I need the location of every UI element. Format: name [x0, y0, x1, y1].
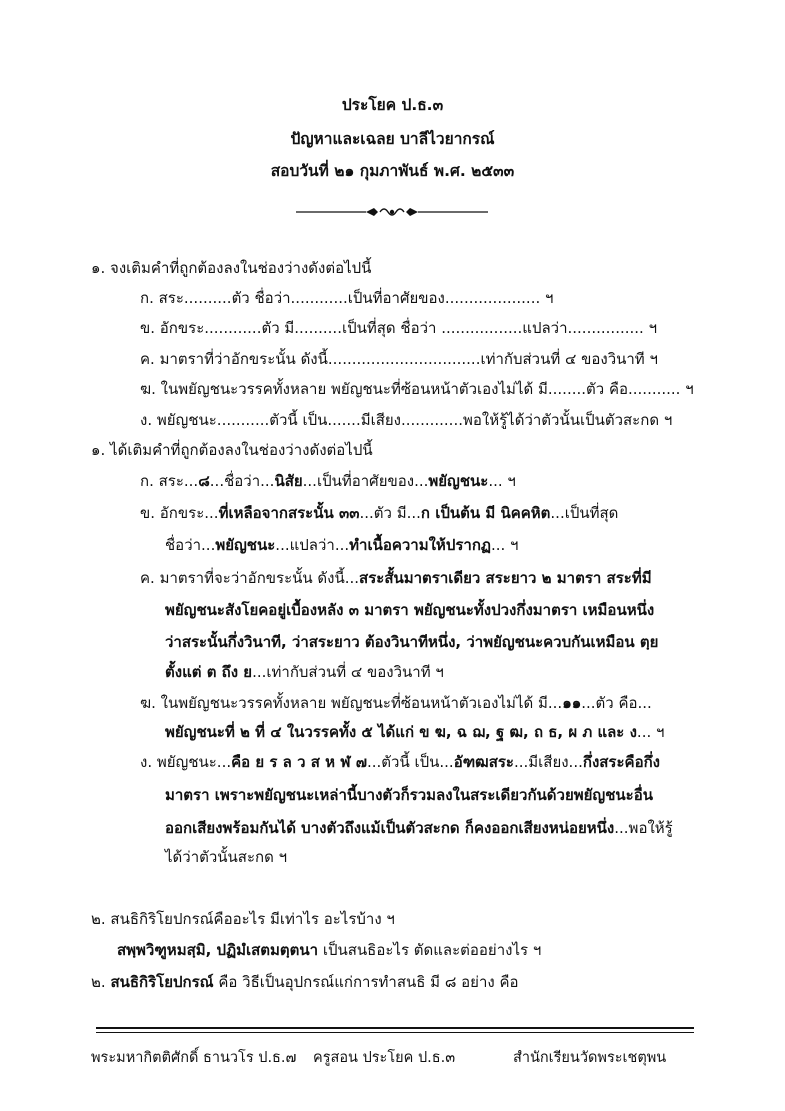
answer-1-title: ๑. ได้เติมคำที่ถูกต้องลงในช่องว่างดังต่อไปนี้: [91, 441, 373, 459]
question-2-line2: สพฺพวิฑูหมสฺมิ, ปฏิมํเสตมตฺตนา เป็นสนธิอะไร ตัดและต่ออย่างไร ฯ: [117, 941, 542, 959]
answer-1-item-c-line3: ว่าสระนั้นกึ่งวินาที, ว่าสระยาว ต้องวินาทีหนึ่ง, ว่าพยัญชนะควบกันเหมือน ตฺย: [165, 633, 659, 651]
answer-1-item-c-line1: ค. มาตราที่จะว่าอักขระนั้น ดังนี้...สระสั้นมาตราเดียว สระยาว ๒ มาตรา สระที่มี: [140, 569, 652, 587]
footer-rule-thin: [96, 1032, 694, 1033]
answer-1-item-e-line3: ออกเสียงพร้อมกันได้ บางตัวถึงแม้เป็นตัวสะกด ก็คงออกเสียงหน่อยหนึ่ง...พอให้รู้: [165, 819, 673, 837]
question-1-item-e: ง. พยัญชนะ...........ตัวนี้ เป็น.......มีเสียง.............พอให้รู้ได้ว่าตัวนั้นเป็นตัวสะกด ฯ: [140, 411, 673, 429]
question-1-item-b: ข. อักขระ............ตัว มี..........เป็นที่สุด ชื่อว่า .................แปลว่า................ ฯ: [140, 319, 657, 337]
answer-1-item-d-line1: ฆ. ในพยัญชนะวรรคทั้งหลาย พยัญชนะที่ซ้อนหน้าตัวเองไม่ได้ มี...๑๑...ตัว คือ...: [140, 694, 652, 712]
answer-1-item-d-line2: พยัญชนะที่ ๒ ที่ ๔ ในวรรคทั้ง ๕ ได้แก่ ข ฆ, ฉ ฌ, ฐ ฒ, ถ ธ, ผ ภ และ ง... ฯ: [165, 723, 665, 741]
question-1-item-c: ค. มาตราที่ว่าอักขระนั้น ดังนี้................................เท่ากับส่วนที่ ๔ ของวินาที ฯ: [140, 350, 658, 368]
answer-1-item-e-line2: มาตรา เพราะพยัญชนะเหล่านี้บางตัวก็รวมลงในสระเดียวกันด้วยพยัญชนะอื่น: [165, 786, 653, 804]
answer-1-item-b-line2: ชื่อว่า...พยัญชนะ...แปลว่า...ทำเนื้อความให้ปรากฏ... ฯ: [165, 536, 519, 554]
footer-school: สำนักเรียนวัดพระเชตุพน: [513, 1050, 667, 1066]
question-1-item-a: ก. สระ..........ตัว ชื่อว่า............เป็นที่อาศัยของ.................... ฯ: [140, 289, 554, 307]
answer-2-title: ๒. สนธิกิริโยปกรณ์ คือ วิธีเป็นอุปกรณ์แก่การทำสนธิ มี ๘ อย่าง คือ: [91, 973, 519, 991]
answer-1-item-e-line4: ได้ว่าตัวนั้นสะกด ฯ: [165, 848, 288, 866]
answer-1-item-b-line1: ข. อักขระ...ที่เหลือจากสระนั้น ๓๓...ตัว มี...ก เป็นต้น มี นิคคหิต...เป็นที่สุด: [140, 504, 619, 522]
footer-rule-thick: [96, 1027, 694, 1029]
answer-1-item-c-line2: พยัญชนะสังโยคอยู่เบื้องหลัง ๓ มาตรา พยัญชนะทั้งปวงกึ่งมาตรา เหมือนหนึ่ง: [165, 601, 655, 619]
ornament-divider: [296, 204, 488, 220]
answer-1-item-c-line4: ตั้งแต่ ต ถึง ย...เท่ากับส่วนที่ ๔ ของวินาที ฯ: [165, 663, 444, 681]
header-title: ประโยค ป.ธ.๓: [341, 96, 444, 114]
question-2-title: ๒. สนธิกิริโยปกรณ์คืออะไร มีเท่าไร อะไรบ้าง ฯ: [91, 910, 395, 928]
question-1-item-d: ฆ. ในพยัญชนะวรรคทั้งหลาย พยัญชนะที่ซ้อนหน้าตัวเองไม่ได้ มี........ตัว คือ........... ฯ: [140, 380, 694, 398]
header-exam-date: สอบวันที่ ๒๑ กุมภาพันธ์ พ.ศ. ๒๕๓๓: [270, 162, 515, 180]
header-subtitle: ปัญหาและเฉลย บาลีไวยากรณ์: [290, 130, 495, 148]
answer-1-item-e-line1: ง. พยัญชนะ...คือ ย ร ล ว ส ห ฬ ๗...ตัวนี้ เป็น...อัฑฒสระ...มีเสียง...กึ่งสระคือกึ่ง: [140, 753, 660, 771]
answer-1-item-a: ก. สระ...๘...ชื่อว่า...นิสัย...เป็นที่อาศัยของ...พยัญชนะ... ฯ: [140, 472, 516, 490]
footer-author: พระมหากิตติศักดิ์ ธานวโร ป.ธ.๗: [91, 1050, 297, 1066]
question-1-title: ๑. จงเติมคำที่ถูกต้องลงในช่องว่างดังต่อไปนี้: [91, 259, 372, 277]
footer-course: ครูสอน ประโยค ป.ธ.๓: [313, 1050, 456, 1066]
